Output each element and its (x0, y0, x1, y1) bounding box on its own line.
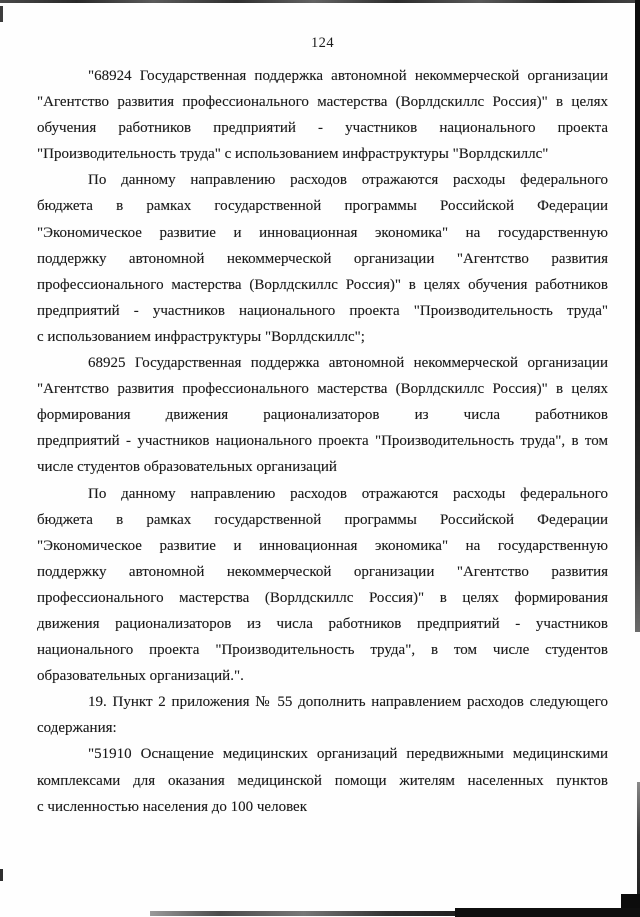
scan-artifact-bottom-right-corner (621, 894, 640, 917)
scan-artifact-right-edge-upper (635, 0, 640, 632)
scan-artifact-bottom-edge-gray (150, 911, 470, 916)
text-line: с численностью населения до 100 человек (37, 798, 308, 815)
text-line: с использованием инфраструктуры "Ворлдскиллс"; (37, 328, 365, 345)
text-line: бюджета в рамках государственной программы Российской Федерации (37, 511, 608, 528)
scan-artifact-left-edge-bottom (0, 869, 3, 881)
text-line: "51910 Оснащение медицинских организаций передвижными медицинскими (88, 746, 608, 763)
text-line: По данному направлению расходов отражаются расходы федерального (88, 172, 608, 189)
text-line: бюджета в рамках государственной программы Российской Федерации (37, 198, 608, 215)
text-line: поддержку автономной некоммерческой организации "Агентство развития (37, 563, 608, 580)
text-line: содержания: (37, 720, 117, 737)
scan-artifact-top-edge (0, 0, 640, 3)
text-line: числе студентов образовательных организаций (37, 459, 337, 476)
paragraph (37, 689, 608, 741)
text-line: профессионального мастерства (Ворлдскиллс Россия)" в целях формирования (37, 589, 608, 606)
text-line: "68924 Государственная поддержка автономной некоммерческой организации (88, 68, 608, 84)
scan-artifact-left-edge-top (0, 6, 3, 22)
text-line: 68925 Государственная поддержка автономной некоммерческой организации (88, 355, 608, 372)
text-line: профессионального мастерства (Ворлдскиллс Россия)" в целях обучения работников (37, 276, 608, 293)
text-line: обучения работников предприятий - участников национального проекта (37, 120, 608, 137)
scan-artifact-bottom-edge-black (455, 908, 640, 917)
paragraph (37, 741, 608, 819)
text-line: предприятий - участников национального проекта "Производительность труда", в том (37, 433, 608, 450)
paragraph (37, 350, 608, 480)
document-body (37, 63, 608, 820)
page-number: 124 (311, 35, 334, 51)
text-line: поддержку автономной некоммерческой организации "Агентство развития (37, 250, 608, 267)
paragraph (37, 167, 608, 350)
text-line: предприятий - участников национального проекта "Производительность труда" (37, 302, 608, 319)
text-line: образовательных организаций.". (37, 668, 244, 685)
text-line: национального проекта "Производительность труда", в том числе студентов (37, 642, 608, 659)
text-line: 19. Пункт 2 приложения № 55 дополнить направлением расходов следующего (88, 694, 608, 711)
paragraph (37, 63, 608, 167)
text-line: движения рационализаторов из числа работников предприятий - участников (37, 615, 608, 632)
paragraph (37, 481, 608, 690)
text-line: формирования движения рационализаторов из числа работников (37, 407, 608, 424)
text-line: "Агентство развития профессионального мастерства (Ворлдскиллс Россия)" в целях (37, 94, 608, 111)
text-line: "Экономическое развитие и инновационная экономика" на государственную (37, 537, 608, 554)
text-line: "Агентство развития профессионального мастерства (Ворлдскиллс Россия)" в целях (37, 381, 608, 398)
text-line: "Экономическое развитие и инновационная экономика" на государственную (37, 224, 608, 241)
text-line: комплексами для оказания медицинской помощи жителям населенных пунктов (37, 772, 608, 789)
text-line: "Производительность труда" с использованием инфраструктуры "Ворлдскиллс" (37, 146, 549, 163)
text-line: По данному направлению расходов отражаются расходы федерального (88, 485, 608, 502)
